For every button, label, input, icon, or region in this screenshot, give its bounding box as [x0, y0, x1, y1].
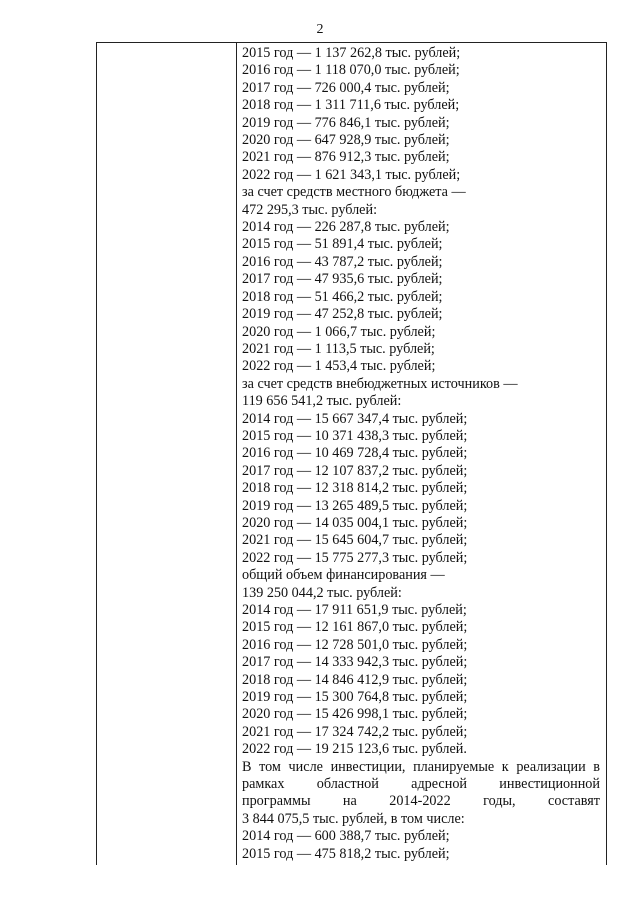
text-line: 139 250 044,2 тыс. рублей: — [242, 584, 402, 601]
text-line: 2021 год — 1 113,5 тыс. рублей; — [242, 340, 435, 357]
text-line: 2015 год — 1 137 262,8 тыс. рублей; — [242, 45, 461, 61]
page-number: 2 — [316, 22, 324, 37]
text-line: 119 656 541,2 тыс. рублей: — [242, 393, 402, 410]
text-line: 2014 год — 15 667 347,4 тыс. рублей; — [242, 410, 468, 427]
text-line: 2019 год — 776 846,1 тыс. рублей; — [242, 114, 450, 131]
text-line: 2018 год — 14 846 412,9 тыс. рублей; — [242, 671, 468, 688]
text-line: 2016 год — 43 787,2 тыс. рублей; — [242, 253, 443, 270]
text-line: за счет средств внебюджетных источников — — [242, 375, 518, 392]
text-line: 2019 год — 13 265 489,5 тыс. рублей; — [242, 497, 468, 514]
financing-lines — [242, 45, 600, 759]
paragraph-line: рамках областной адресной инвестиционной — [242, 776, 600, 793]
text-line: 2014 год — 600 388,7 тыс. рублей; — [242, 828, 450, 845]
text-line: 2018 год — 51 466,2 тыс. рублей; — [242, 288, 443, 305]
column-divider — [236, 42, 237, 865]
text-line: 2016 год — 12 728 501,0 тыс. рублей; — [242, 636, 468, 653]
text-line: 2016 год — 1 118 070,0 тыс. рублей; — [242, 62, 460, 79]
text-line: 2022 год — 1 621 343,1 тыс. рублей; — [242, 166, 461, 183]
paragraph-line: программы на 2014-2022 годы, составят — [242, 793, 600, 810]
text-line: 2017 год — 14 333 942,3 тыс. рублей; — [242, 654, 468, 671]
text-line: 2018 год — 12 318 814,2 тыс. рублей; — [242, 480, 468, 497]
text-line: 2016 год — 10 469 728,4 тыс. рублей; — [242, 445, 468, 462]
text-line: 2021 год — 17 324 742,2 тыс. рублей; — [242, 723, 468, 740]
text-line: 2022 год — 15 775 277,3 тыс. рублей; — [242, 549, 468, 566]
text-line: 2021 год — 15 645 604,7 тыс. рублей; — [242, 532, 468, 549]
text-line: 2019 год — 47 252,8 тыс. рублей; — [242, 306, 443, 323]
text-line: 472 295,3 тыс. рублей: — [242, 201, 378, 218]
text-line: 2019 год — 15 300 764,8 тыс. рублей; — [242, 689, 468, 706]
text-line: 2020 год — 647 928,9 тыс. рублей; — [242, 132, 450, 149]
text-line: 2020 год — 15 426 998,1 тыс. рублей; — [242, 706, 468, 723]
text-line: за счет средств местного бюджета — — [242, 184, 466, 201]
text-line: 2015 год — 475 818,2 тыс. рублей; — [242, 845, 450, 862]
text-line: 2022 год — 19 215 123,6 тыс. рублей. — [242, 741, 467, 758]
text-line: 2020 год — 1 066,7 тыс. рублей; — [242, 323, 436, 340]
text-line: 2020 год — 14 035 004,1 тыс. рублей; — [242, 514, 468, 531]
text-line: 2017 год — 726 000,4 тыс. рублей; — [242, 79, 450, 96]
financing-cell — [242, 45, 600, 863]
text-line: 2015 год — 10 371 438,3 тыс. рублей; — [242, 427, 468, 444]
investment-paragraph — [242, 759, 600, 811]
text-line: 2014 год — 226 287,8 тыс. рублей; — [242, 219, 450, 236]
text-line: 3 844 075,5 тыс. рублей, в том числе: — [242, 810, 465, 827]
text-line: 2015 год — 12 161 867,0 тыс. рублей; — [242, 619, 468, 636]
investment-lines — [242, 811, 600, 863]
text-line: 2015 год — 51 891,4 тыс. рублей; — [242, 236, 443, 253]
paragraph-line: В том числе инвестиции, планируемые к реализации в — [242, 758, 600, 775]
text-line: общий объем финансирования — — [242, 567, 445, 584]
text-line: 2017 год — 12 107 837,2 тыс. рублей; — [242, 462, 468, 479]
text-line: 2022 год — 1 453,4 тыс. рублей; — [242, 358, 436, 375]
text-line: 2017 год — 47 935,6 тыс. рублей; — [242, 271, 443, 288]
text-line: 2014 год — 17 911 651,9 тыс. рублей; — [242, 602, 467, 618]
text-line: 2018 год — 1 311 711,6 тыс. рублей; — [242, 97, 460, 114]
text-line: 2021 год — 876 912,3 тыс. рублей; — [242, 149, 450, 166]
